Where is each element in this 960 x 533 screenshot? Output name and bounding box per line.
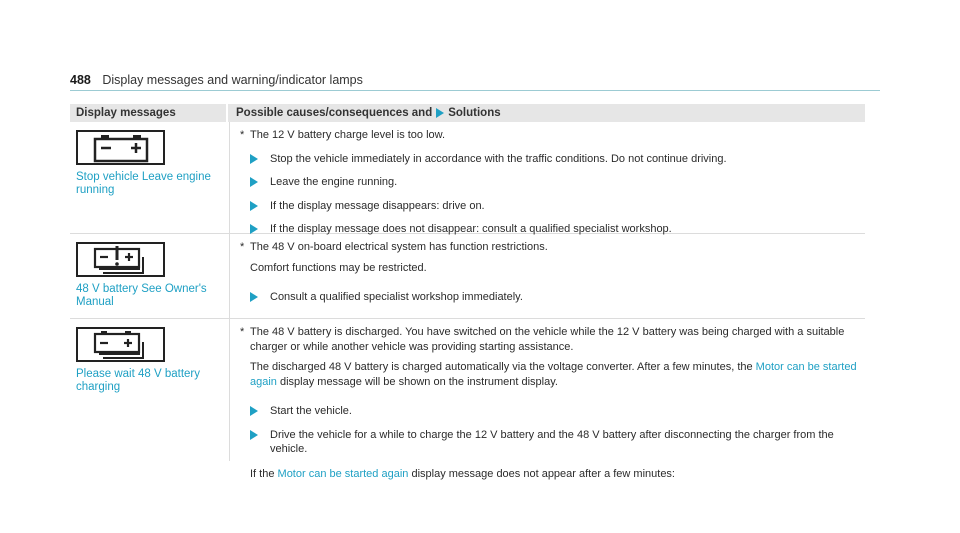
arrow-right-icon bbox=[250, 177, 258, 187]
message-cell bbox=[70, 319, 230, 461]
col-header-causes bbox=[228, 104, 865, 122]
cause bbox=[240, 325, 865, 395]
step-text: Drive the vehicle for a while to charge the 12 V battery and the 48 V battery after disconnecting the charger from the vehicle. bbox=[270, 428, 834, 455]
note-text: The discharged 48 V battery is charged automatically via the voltage converter. After a few minutes, the bbox=[250, 361, 753, 373]
display-message-reference: Motor can be started again bbox=[250, 361, 857, 388]
arrow-right-icon bbox=[250, 430, 258, 440]
step-text: If the display message disappears: drive on. bbox=[270, 199, 485, 212]
step-text: Consult a qualified specialist workshop immediately. bbox=[270, 291, 523, 303]
note-text: If the bbox=[250, 467, 275, 480]
battery-icon bbox=[76, 130, 165, 165]
solution-cell bbox=[230, 234, 865, 318]
section-title: Display messages and warning/indicator lamps bbox=[102, 73, 363, 87]
final-note bbox=[250, 467, 865, 482]
cause-text: The 48 V battery is discharged. You have switched on the vehicle while the 12 V battery was being charged with a suitable charger or while another vehicle was providing starting assistance. bbox=[250, 326, 845, 353]
solution-cell bbox=[230, 319, 865, 480]
step-text: Leave the engine running. bbox=[270, 176, 398, 188]
display-messages-table bbox=[70, 104, 865, 480]
table-row bbox=[70, 122, 865, 234]
step-text: Stop the vehicle immediately in accordance with the traffic conditions. Do not continue driving. bbox=[270, 152, 727, 165]
table-header bbox=[70, 104, 865, 122]
cause bbox=[240, 240, 865, 281]
note-text: display message does not appear after a few minutes: bbox=[411, 467, 675, 480]
cause-marker: * bbox=[240, 326, 245, 338]
display-message-reference: Motor can be started again bbox=[277, 467, 409, 480]
arrow-right-icon bbox=[250, 292, 258, 302]
arrow-right-icon bbox=[250, 406, 258, 416]
solution-step bbox=[250, 175, 865, 190]
message-label: Stop vehicle Leave engine running bbox=[76, 171, 211, 196]
page-header bbox=[70, 73, 880, 91]
message-cell bbox=[70, 234, 230, 318]
solution-cell bbox=[230, 122, 865, 233]
solution-step bbox=[250, 290, 865, 305]
message-label: Please wait 48 V battery charging bbox=[76, 368, 201, 393]
step-text: If the display message does not disappear: consult a qualified specialist workshop. bbox=[270, 223, 672, 235]
page-number: 488 bbox=[70, 73, 91, 87]
battery-stack-icon bbox=[76, 327, 165, 362]
table-row bbox=[70, 319, 865, 480]
note-text: display message will be shown on the instrument display. bbox=[279, 375, 558, 388]
cause-marker: * bbox=[240, 129, 245, 141]
cause-marker: * bbox=[240, 241, 245, 253]
solution-step bbox=[250, 199, 865, 214]
solution-step bbox=[250, 152, 865, 167]
solution-step bbox=[250, 404, 865, 419]
solution-step bbox=[250, 428, 865, 457]
col-header-solutions-text: Solutions bbox=[448, 107, 501, 119]
cause bbox=[240, 128, 865, 143]
arrow-right-icon bbox=[250, 154, 258, 164]
cause-text: The 12 V battery charge level is too low. bbox=[250, 129, 446, 141]
arrow-right-icon bbox=[250, 224, 258, 234]
cause-note bbox=[250, 360, 865, 389]
col-header-messages: Display messages bbox=[70, 104, 228, 122]
battery-warning-stack-icon bbox=[76, 242, 165, 277]
message-label: 48 V battery See Owner's Manual bbox=[76, 283, 207, 308]
cause-note: Comfort functions may be restricted. bbox=[250, 261, 427, 274]
arrow-right-icon bbox=[250, 201, 258, 211]
cause-text: The 48 V on-board electrical system has function restrictions. bbox=[250, 241, 548, 253]
arrow-right-icon bbox=[436, 108, 444, 118]
step-text: Start the vehicle. bbox=[270, 405, 352, 417]
message-cell bbox=[70, 122, 230, 233]
col-header-causes-text: Possible causes/consequences and bbox=[236, 107, 433, 119]
table-row bbox=[70, 234, 865, 319]
